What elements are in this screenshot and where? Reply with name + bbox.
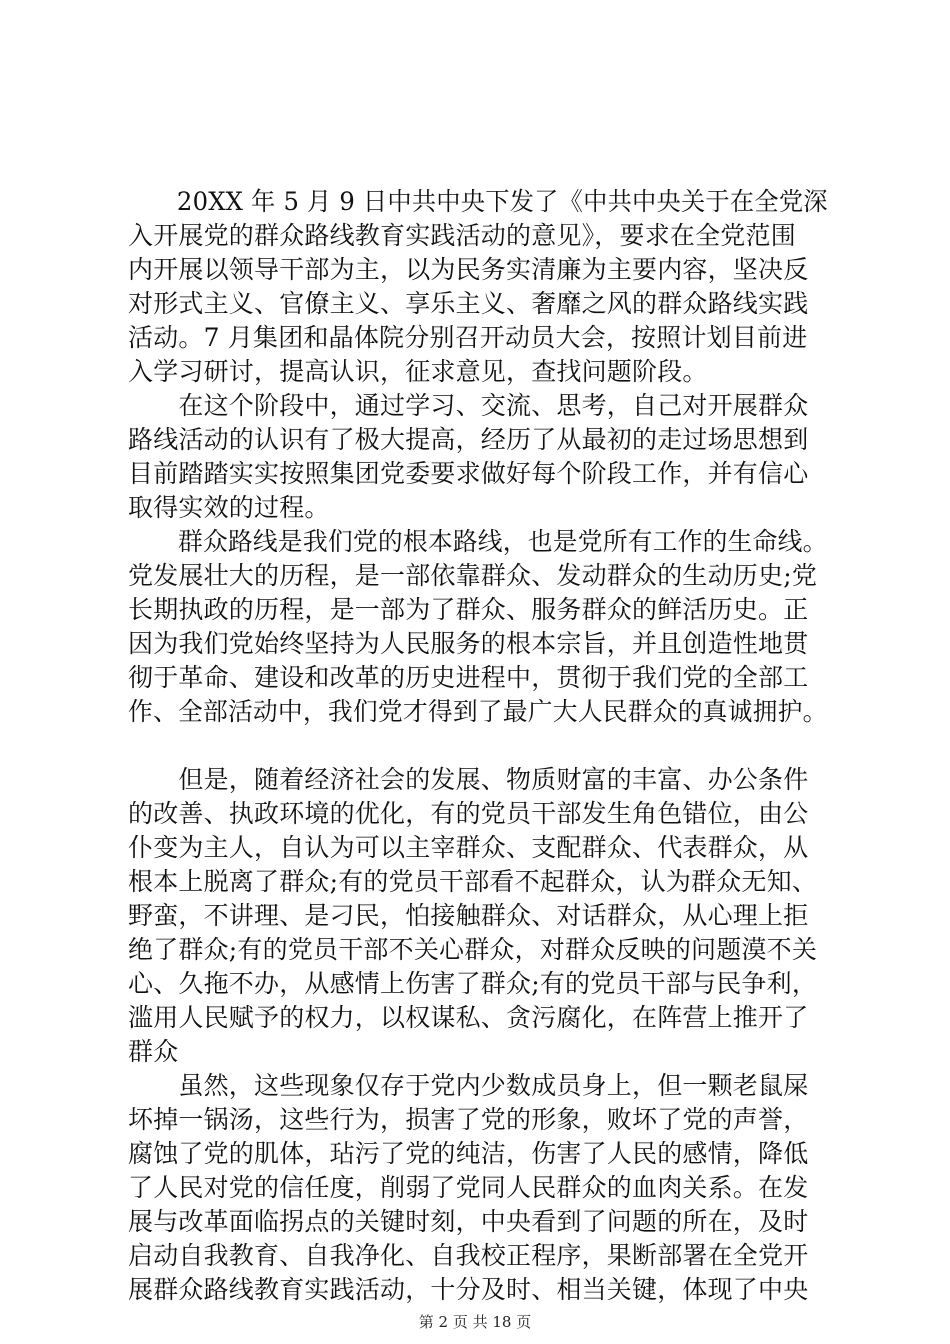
- text-line: 群众路线是我们党的根本路线，也是党所有工作的生命线。: [128, 527, 828, 556]
- text-line: 的改善、执政环境的优化，有的党员干部发生角色错位，由公: [128, 799, 809, 828]
- text-line: 野蛮，不讲理、是刁民，怕接触群众、对话群众，从心理上拒: [128, 901, 809, 930]
- text-line: 对形式主义、官僚主义、享乐主义、奢靡之风的群众路线实践: [128, 289, 809, 318]
- text-line: 展群众路线教育实践活动，十分及时、相当关键，体现了中央: [128, 1275, 809, 1304]
- text-line: 仆变为主人，自认为可以主宰群众、支配群众、代表群众，从: [128, 833, 809, 862]
- text-line: 入学习研讨，提高认识，征求意见，查找问题阶段。: [128, 357, 708, 386]
- text-line: 目前踏踏实实按照集团党委要求做好每个阶段工作，并有信心: [128, 459, 809, 488]
- text-line: 长期执政的历程，是一部为了群众、服务群众的鲜活历史。正: [128, 595, 809, 624]
- text-line: 根本上脱离了群众;有的党员干部看不起群众，认为群众无知、: [128, 867, 818, 896]
- text-line: 党发展壮大的历程，是一部依靠群众、发动群众的生动历史;党: [128, 561, 818, 590]
- text-line: 腐蚀了党的肌体，玷污了党的纯洁，伤害了人民的感情，降低: [128, 1139, 809, 1168]
- text-line: 路线活动的认识有了极大提高，经历了从最初的走过场思想到: [128, 425, 809, 454]
- text-line: 因为我们党始终坚持为人民服务的根本宗旨，并且创造性地贯: [128, 629, 809, 658]
- text-line: 入开展党的群众路线教育实践活动的意见》，要求在全党范围: [128, 221, 796, 250]
- text-line: 展与改革面临拐点的关键时刻，中央看到了问题的所在，及时: [128, 1207, 809, 1236]
- text-line: 但是，随着经济社会的发展、物质财富的丰富、办公条件: [128, 765, 809, 794]
- page-number-label: 第 2 页 共 18 页: [418, 1313, 532, 1331]
- text-line: 心、久拖不办，从感情上伤害了群众;有的党员干部与民争利，: [128, 969, 818, 998]
- text-line: 虽然，这些现象仅存于党内少数成员身上，但一颗老鼠屎: [128, 1071, 809, 1100]
- text-line: 绝了群众;有的党员干部不关心群众，对群众反映的问题漠不关: [128, 935, 818, 964]
- text-line: 内开展以领导干部为主，以为民务实清廉为主要内容，坚决反: [128, 255, 809, 284]
- text-line: 作、全部活动中，我们党才得到了最广大人民群众的真诚拥护。: [128, 697, 828, 726]
- text-line: 启动自我教育、自我净化、自我校正程序，果断部署在全党开: [128, 1241, 809, 1270]
- text-line: 取得实效的过程。: [128, 493, 330, 522]
- text-line: 20XX 年 5 月 9 日中共中央下发了《中共中央关于在全党深: [128, 187, 828, 216]
- text-line: 在这个阶段中，通过学习、交流、思考，自己对开展群众: [128, 391, 809, 420]
- page-footer: [0, 1312, 950, 1332]
- text-line: 坏掉一锅汤，这些行为，损害了党的形象，败坏了党的声誉，: [128, 1105, 809, 1134]
- text-line: 活动。7 月集团和晶体院分别召开动员大会，按照计划目前进: [128, 323, 808, 352]
- text-line: 彻于革命、建设和改革的历史进程中，贯彻于我们党的全部工: [128, 663, 809, 692]
- text-line: 滥用人民赋予的权力，以权谋私、贪污腐化，在阵营上推开了: [128, 1003, 809, 1032]
- text-line: 了人民对党的信任度，削弱了党同人民群众的血肉关系。在发: [128, 1173, 809, 1202]
- text-line: 群众: [128, 1037, 179, 1066]
